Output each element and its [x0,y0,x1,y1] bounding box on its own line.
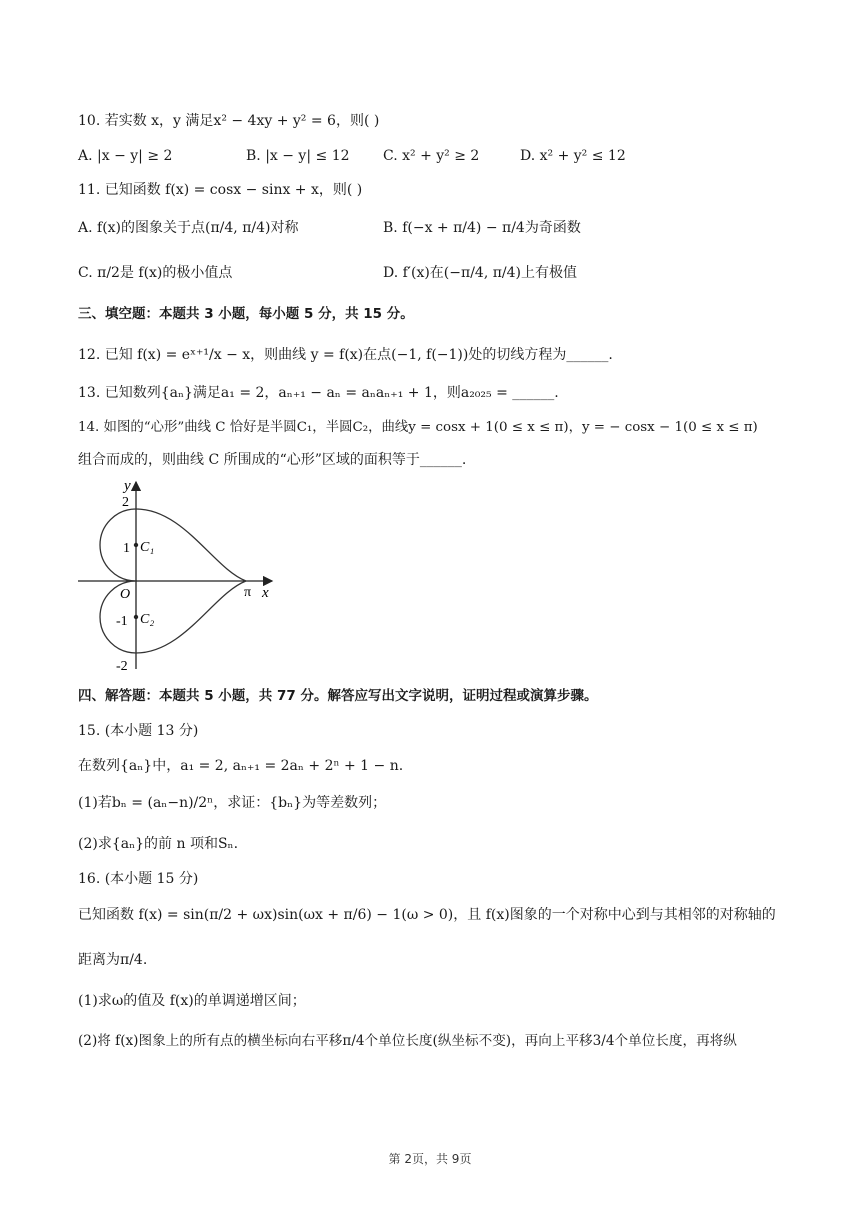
center-c1-dot [134,543,138,547]
q12-stem: 12. 已知 f(x) = eˣ⁺¹/x − x，则曲线 y = f(x)在点(−1, f(−1))处的切线方程为______. [78,347,613,363]
q13-stem: 13. 已知数列{aₙ}满足a₁ = 2，aₙ₊₁ − aₙ = aₙaₙ₊₁ + 1，则a₂₀₂₅ = ______. [78,385,559,401]
q10-option-a: A. |x − y| ≥ 2 [78,148,173,164]
q15-title: 15. (本小题 13 分) [78,723,199,739]
q10-option-b: B. |x − y| ≤ 12 [246,148,350,164]
q10-stem: 10. 若实数 x，y 满足x² − 4xy + y² = 6，则( ) [78,113,380,129]
q14-line-2: 组合而成的，则曲线 C 所围成的“心形”区域的面积等于______. [78,452,467,468]
q10-option-d: D. x² + y² ≤ 12 [520,148,626,164]
y-axis-label: y [124,478,131,494]
tick-1: 1 [123,541,130,556]
q11-option-b: B. f(−x + π/4) − π/4为奇函数 [383,220,581,236]
section-4-heading: 四、解答题：本题共 5 小题，共 77 分。解答应写出文字说明，证明过程或演算步骤。 [78,688,598,704]
center-c2-dot [134,615,138,619]
tick-2: 2 [122,495,129,510]
heart-curve-figure [74,474,284,674]
q14-line-1: 14. 如图的“心形”曲线 C 恰好是半圆C₁，半圆C₂，曲线y = cosx + 1(0 ≤ x ≤ π)，y = − cosx − 1(0 ≤ x ≤ π) [78,420,758,435]
q16-stem-2: 距离为π/4. [78,952,148,968]
origin-label: O [120,587,131,602]
x-axis-label: x [262,585,269,601]
tick-neg1: -1 [116,614,128,629]
section-3-heading: 三、填空题：本题共 3 小题，每小题 5 分，共 15 分。 [78,306,414,322]
q11-option-c: C. π/2是 f(x)的极小值点 [78,265,233,281]
q11-option-d: D. f′(x)在(−π/4, π/4)上有极值 [383,265,578,281]
pi-label: π [244,585,252,600]
q11-stem: 11. 已知函数 f(x) = cosx − sinx + x，则( ) [78,182,363,198]
q16-part-1: (1)求ω的值及 f(x)的单调递增区间； [78,993,306,1009]
q11-option-a: A. f(x)的图象关于点(π/4, π/4)对称 [78,220,299,236]
q15-part-2: (2)求{aₙ}的前 n 项和Sₙ. [78,836,239,852]
page-footer: 第 2页，共 9页 [388,1152,472,1166]
q10-option-c: C. x² + y² ≥ 2 [383,148,480,164]
q15-part-1: (1)若bₙ = (aₙ−n)/2ⁿ，求证：{bₙ}为等差数列； [78,795,387,811]
q16-stem-1: 已知函数 f(x) = sin(π/2 + ωx)sin(ωx + π/6) − 1(ω > 0)，且 f(x)图象的一个对称中心到与其相邻的对称轴的 [78,907,776,923]
q16-part-2: (2)将 f(x)图象上的所有点的横坐标向右平移π/4个单位长度(纵坐标不变)，再向上平移3/4个单位长度，再将纵 [78,1033,737,1049]
c2-label: C₂ [140,612,155,627]
tick-neg2: -2 [116,659,128,674]
c1-label: C₁ [140,540,155,555]
q16-title: 16. (本小题 15 分) [78,871,199,887]
q15-stem: 在数列{aₙ}中，a₁ = 2, aₙ₊₁ = 2aₙ + 2ⁿ + 1 − n. [78,758,404,774]
